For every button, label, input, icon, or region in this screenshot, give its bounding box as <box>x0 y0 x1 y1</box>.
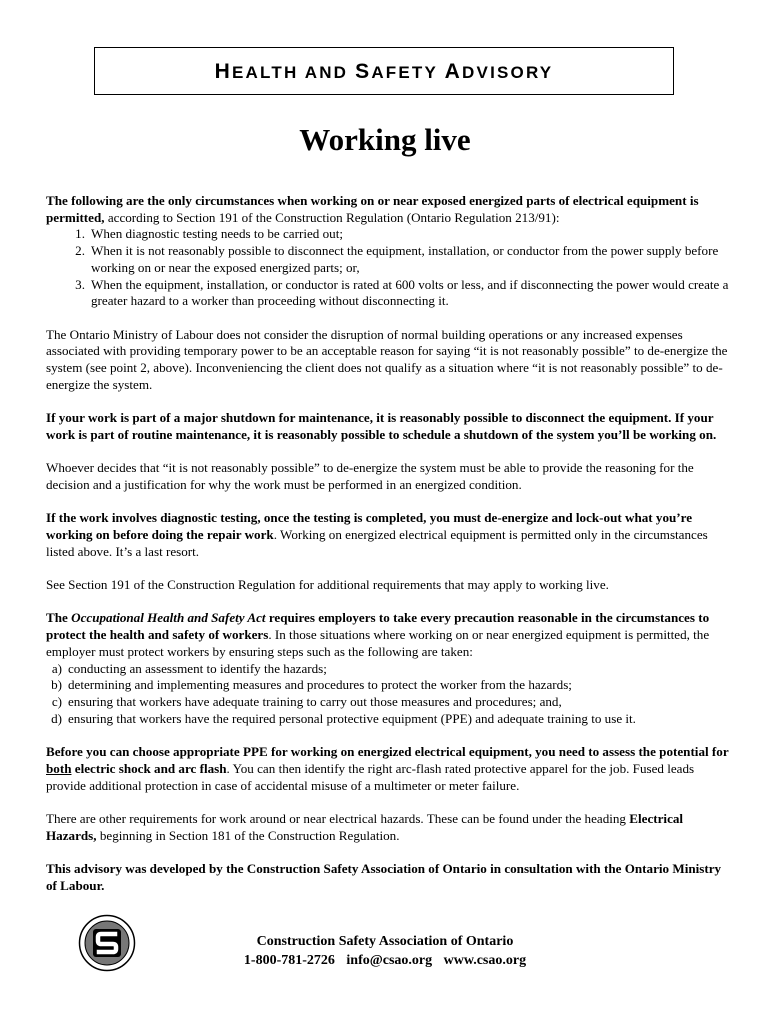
see-section-paragraph: See Section 191 of the Construction Regulation for additional requirements that may apply to working live. <box>46 577 609 593</box>
page-title: Working live <box>299 122 471 157</box>
list-item: 2. When it is not reasonably possible to disconnect the equipment, installation, or conductor from the power supply before working on or near the exposed energized parts; or, <box>75 243 719 275</box>
heading-word-safety: SAFETY <box>355 60 438 83</box>
document-body <box>46 193 730 911</box>
circumstances-list <box>46 226 730 310</box>
ppe-paragraph: Before you can choose appropriate PPE for working on energized electrical equipment, you need to assess the potential for both electric shock and arc flash. You can then identify the right arc-flash rated protective apparel for the job. Fused leads provide additional protection in case of accidental misuse of a multimeter or meter failure. <box>46 744 729 793</box>
advisory-heading <box>95 48 673 97</box>
developed-by-paragraph: This advisory was developed by the Construction Safety Association of Ontario in consultation with the Ontario Ministry of Labour. <box>46 860 722 893</box>
list-item: b) determining and implementing measures and procedures to protect the worker from the hazards; <box>51 677 572 693</box>
whoever-paragraph: Whoever decides that “it is not reasonably possible” to de-energize the system must be able to provide the reasoning for the decision and a justification for why the work must be performed in an energized condition. <box>46 460 694 492</box>
other-requirements-paragraph: There are other requirements for work around or near electrical hazards. These can be found under the heading Electrical Hazards, beginning in Section 181 of the Construction Regulation. <box>46 810 684 843</box>
diagnostic-paragraph: If the work involves diagnostic testing, once the testing is completed, you must de-energize and lock-out what you’re working on before doing the repair work. Working on energized electrical equipment is permitted only in the circumstances listed above. It’s a last resort. <box>46 510 708 559</box>
list-item: 3. When the equipment, installation, or conductor is rated at 600 volts or less, and if disconnecting the power would create a greater hazard to a worker than proceeding without disconnecting it. <box>75 276 729 309</box>
list-item: a) conducting an assessment to identify the hazards; <box>51 660 327 676</box>
act-paragraph: The Occupational Health and Safety Act requires employers to take every precaution reasonable in the circumstances to protect the health and safety of workers. In those situations where working on or near energized equipment is permitted, the employer must protect workers by ensuring steps such as the following are taken: <box>46 610 710 659</box>
footer-contact <box>200 951 570 970</box>
footer-email: info@csao.org <box>346 953 433 968</box>
list-item: 1. When diagnostic testing needs to be carried out; <box>75 226 343 242</box>
ministry-paragraph: The Ontario Ministry of Labour does not consider the disruption of normal building operations or any increased expenses associated with providing temporary power to be an acceptable reason for saying “it is not reasonably possible” to de-energize the system (see point 2, above). Inconveniencing the client does not qualify as a situation where “it is not reasonably possible” to de-energize the system. <box>46 326 728 392</box>
heading-word-advisory: ADVISORY <box>444 60 554 83</box>
heading-word-health: HEALTH <box>214 60 299 83</box>
list-item: d) ensuring that workers have the required personal protective equipment (PPE) and adequate training to use it. <box>51 710 636 726</box>
footer-org-name: Construction Safety Association of Ontario <box>256 934 514 949</box>
footer <box>200 932 570 970</box>
footer-phone: 1-800-781-2726 <box>243 953 335 968</box>
intro-paragraph: The following are the only circumstances when working on or near exposed energized parts of electrical equipment is permitted, according to Section 191 of the Construction Regulation (Ontario Regulation 213/91): <box>46 193 699 225</box>
employer-steps-list <box>46 661 730 728</box>
shutdown-paragraph: If your work is part of a major shutdown for maintenance, it is reasonably possible to disconnect the equipment. If your work is part of routine maintenance, it is reasonably possible to schedule a shutdown of the system you’ll be working on. <box>46 410 717 442</box>
list-item: c) ensuring that workers have adequate training to carry out those measures and procedures; and, <box>51 694 562 709</box>
csao-logo-icon <box>78 914 136 972</box>
footer-website: www.csao.org <box>443 953 527 968</box>
header-box <box>94 47 674 95</box>
heading-word-and: AND <box>304 63 349 82</box>
